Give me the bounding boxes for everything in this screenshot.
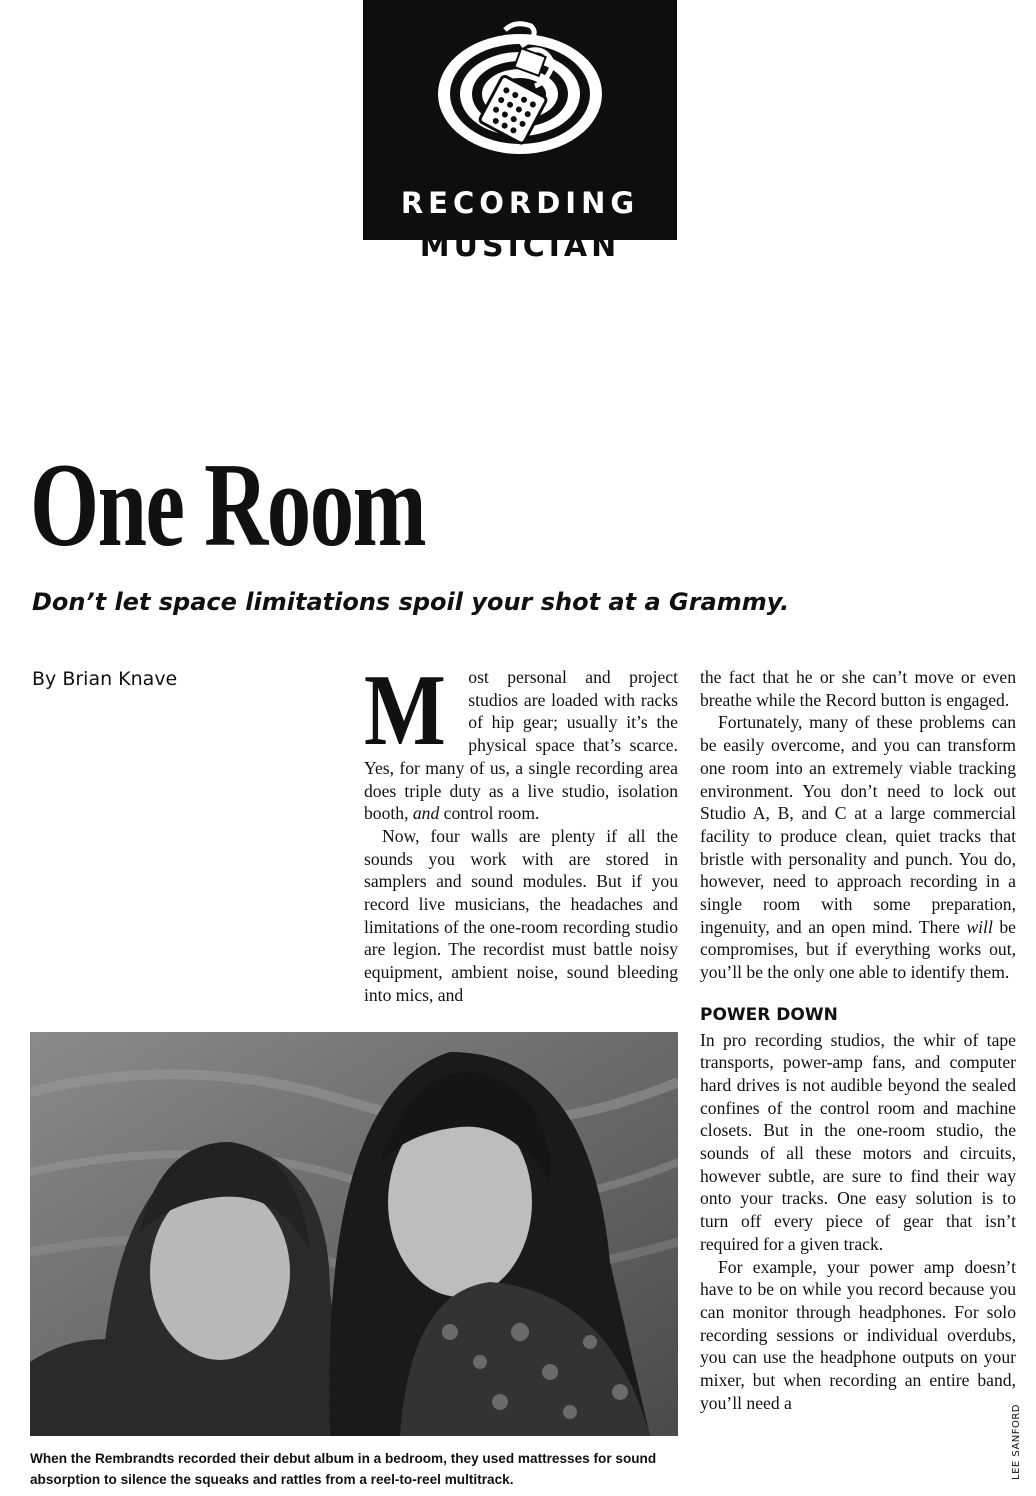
band-photo-image — [30, 1032, 678, 1436]
paragraph — [700, 711, 1016, 983]
article-title: One Room — [30, 438, 426, 571]
text: ost personal and project studios are loaded with racks of hip gear; usually it’s the physical space that’s scarce. Yes, for many of us, a single recording area does triple duty as a live studio, isolation booth, — [364, 667, 678, 824]
text: control room. — [439, 803, 540, 824]
band-photo — [30, 1032, 678, 1436]
text: Fortunately, many of these problems can be easily overcome, and you can transform one room into an extremely viable tracking environment. You don’t need to lock out Studio A, B, and C at a large commercial facility to produce clean, quiet tracks that bristle with personality and punch. You do, however, need to approach recording in a single room with some preparation, ingenuity, and an open mind. There — [700, 712, 1016, 937]
article-column-2 — [700, 666, 1016, 1415]
paragraph — [364, 654, 678, 825]
section-heading: POWER DOWN — [700, 1004, 838, 1025]
paragraph: In pro recording studios, the whir of tape transports, power-amp fans, and computer hard drives is not audible beyond the sealed confines of the control room and machine closets. But in the one-room studio, the sounds of all these motors and circuits, however subtle, are sure to find their way onto your tracks. One easy solution is to turn off every piece of gear that isn’t required for a given track. — [700, 1029, 1016, 1254]
photo-credit: LEE SANFORD — [1011, 1403, 1022, 1480]
article-column-1 — [364, 654, 678, 1007]
microphone-logo-icon — [435, 12, 605, 162]
logo-text-recording: RECORDING — [400, 186, 640, 220]
paragraph: For example, your power amp doesn’t have to be on while you record because you can monitor through headphones. For solo recording sessions or individual overdubs, you can use the headphone outputs on your mixer, but when recording an entire band, you’ll need a — [700, 1256, 1016, 1413]
byline: By Brian Knave — [32, 668, 178, 690]
magazine-logo — [363, 0, 677, 240]
paragraph: Now, four walls are plenty if all the sounds you work with are stored in samplers and sound modules. But if you record live musicians, the headaches and limitations of the one-room recording studio are legion. The recordist must battle noisy equipment, ambient noise, sound bleeding into mics, and — [364, 825, 678, 1005]
article-subtitle: Don’t let space limitations spoil your shot at a Grammy. — [32, 588, 790, 616]
drop-cap: M — [364, 654, 446, 767]
paragraph: the fact that he or she can’t move or even breathe while the Record button is engaged. — [700, 667, 1016, 710]
text: be compromises, but if everything works out, you’ll be the only one able to identify them. — [700, 916, 1016, 983]
logo-text-musician: MUSICIAN — [419, 229, 621, 264]
emphasis: will — [966, 916, 993, 937]
emphasis: and — [412, 803, 440, 824]
photo-caption: When the Rembrandts recorded their debut album in a bedroom, they used mattresses for sound absorption to silence the squeaks and rattles from a reel-to-reel multitrack. — [30, 1451, 657, 1487]
